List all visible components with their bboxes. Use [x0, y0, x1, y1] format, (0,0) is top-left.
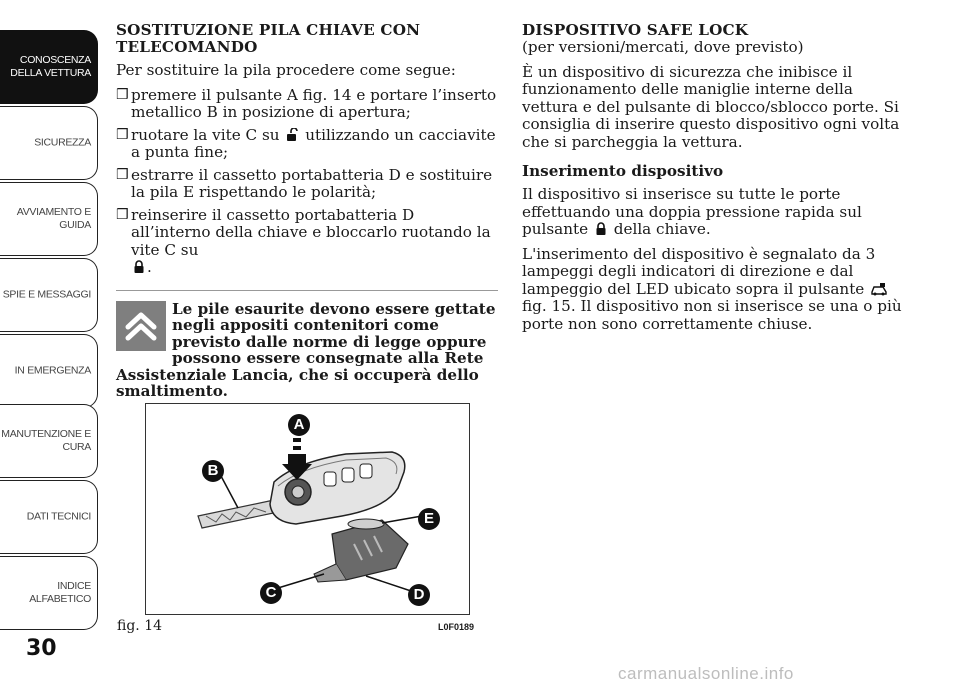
paragraph-text: fig. 15. Il dispositivo non si inserisce se una o più porte non sono correttamente chiuse. — [522, 297, 902, 333]
paragraph-text: Il dispositivo si inserisce su tutte le porte effettuando una doppia pressione rapida sul pulsante — [522, 185, 862, 238]
tab-label: SICUREZZA — [34, 136, 91, 149]
steps-list — [116, 87, 498, 277]
section-subtitle: (per versioni/mercati, dove previsto) — [522, 38, 804, 56]
tab-label: SPIE E MESSAGGI — [2, 288, 91, 301]
tab-label: INDICE ALFABETICO — [29, 580, 91, 605]
checkbox-bullet-icon: ❒ — [116, 166, 129, 183]
section-title: SOSTITUZIONE PILA CHIAVE CON TELECOMANDO — [116, 21, 421, 56]
tab-indice-alfabetico[interactable] — [0, 556, 98, 630]
tab-sicurezza[interactable] — [0, 106, 98, 180]
step-text: premere il pulsante A fig. 14 e portare l’inserto metallico B in posizione di apertura; — [131, 85, 497, 121]
recycle-arrow-icon — [116, 301, 166, 351]
environment-warning — [116, 301, 498, 400]
locked-padlock-icon — [595, 222, 607, 236]
callout-b: B — [202, 460, 224, 482]
figure-caption: fig. 14 — [117, 618, 163, 634]
intro-text: Per sostituire la pila procedere come segue: — [116, 61, 456, 79]
checkbox-bullet-icon: ❒ — [116, 86, 129, 103]
page-number: 30 — [26, 636, 57, 661]
car-lock-icon — [871, 282, 887, 296]
step-text: ruotare la vite C su — [131, 125, 280, 144]
divider — [116, 290, 498, 291]
tab-dati-tecnici[interactable] — [0, 480, 98, 554]
paragraph — [522, 186, 912, 239]
tab-spie-e-messaggi[interactable] — [0, 258, 98, 332]
checkbox-bullet-icon: ❒ — [116, 126, 129, 143]
list-item — [116, 87, 498, 122]
step-text: utilizzando un cacciavite a punta fine; — [131, 125, 496, 161]
tab-label: CONOSCENZA DELLA VETTURA — [10, 54, 91, 79]
tab-in-emergenza[interactable] — [0, 334, 98, 408]
paragraph: È un dispositivo di sicurezza che inibisce il funzionamento delle maniglie interne della vettura e del pulsante di blocco/sblocco porte. Si consiglia di inserire questo dispositivo ogni volta che si parcheggia la vettura. — [522, 62, 900, 151]
paragraph — [522, 246, 912, 334]
checkbox-bullet-icon: ❒ — [116, 206, 129, 223]
tab-conoscenza-della-vettura[interactable] — [0, 30, 98, 104]
tab-label: AVVIAMENTO E GUIDA — [16, 206, 91, 231]
tab-label: DATI TECNICI — [26, 510, 91, 523]
tab-manutenzione-e-cura[interactable] — [0, 404, 98, 478]
callout-a: A — [288, 414, 310, 436]
locked-padlock-icon — [133, 260, 145, 274]
warning-text: Le pile esaurite devono essere gettate negli appositi contenitori come previsto dalle norme di legge oppure possono essere consegnate alla Rete Assistenziale Lancia, che si occuperà dello smaltimento. — [116, 299, 496, 400]
step-text: . — [147, 258, 152, 276]
key-illustration — [146, 404, 469, 614]
unlocked-padlock-icon — [286, 128, 298, 142]
callout-c: C — [260, 582, 282, 604]
section-title: DISPOSITIVO SAFE LOCK — [522, 21, 749, 39]
tab-label: IN EMERGENZA — [14, 364, 91, 377]
paragraph-text: L'inserimento del dispositivo è segnalato da 3 lampeggi degli indicatori di direzione e dal lampeggio del LED ubicato sopra il pulsante — [522, 244, 876, 298]
list-item — [116, 167, 498, 202]
watermark: carmanualsonline.info — [618, 664, 794, 683]
figure-code: L0F0189 — [438, 622, 475, 632]
paragraph-text: della chiave. — [613, 220, 711, 238]
figure-key-battery — [145, 403, 470, 615]
step-text: reinserire il cassetto portabatteria D all’interno della chiave e bloccarlo ruotando la vite C su — [131, 205, 491, 259]
callout-e: E — [418, 508, 440, 530]
list-item — [116, 127, 498, 162]
tab-label: MANUTENZIONE E CURA — [1, 428, 91, 453]
callout-d: D — [408, 584, 430, 606]
right-column — [522, 22, 912, 340]
left-column — [116, 22, 498, 400]
chapter-sidebar — [0, 0, 100, 640]
step-text: estrarre il cassetto portabatteria D e sostituire la pila E rispettando le polarità; — [131, 165, 493, 201]
list-item — [116, 207, 498, 277]
subheading: Inserimento dispositivo — [522, 162, 724, 180]
tab-avviamento-e-guida[interactable] — [0, 182, 98, 256]
